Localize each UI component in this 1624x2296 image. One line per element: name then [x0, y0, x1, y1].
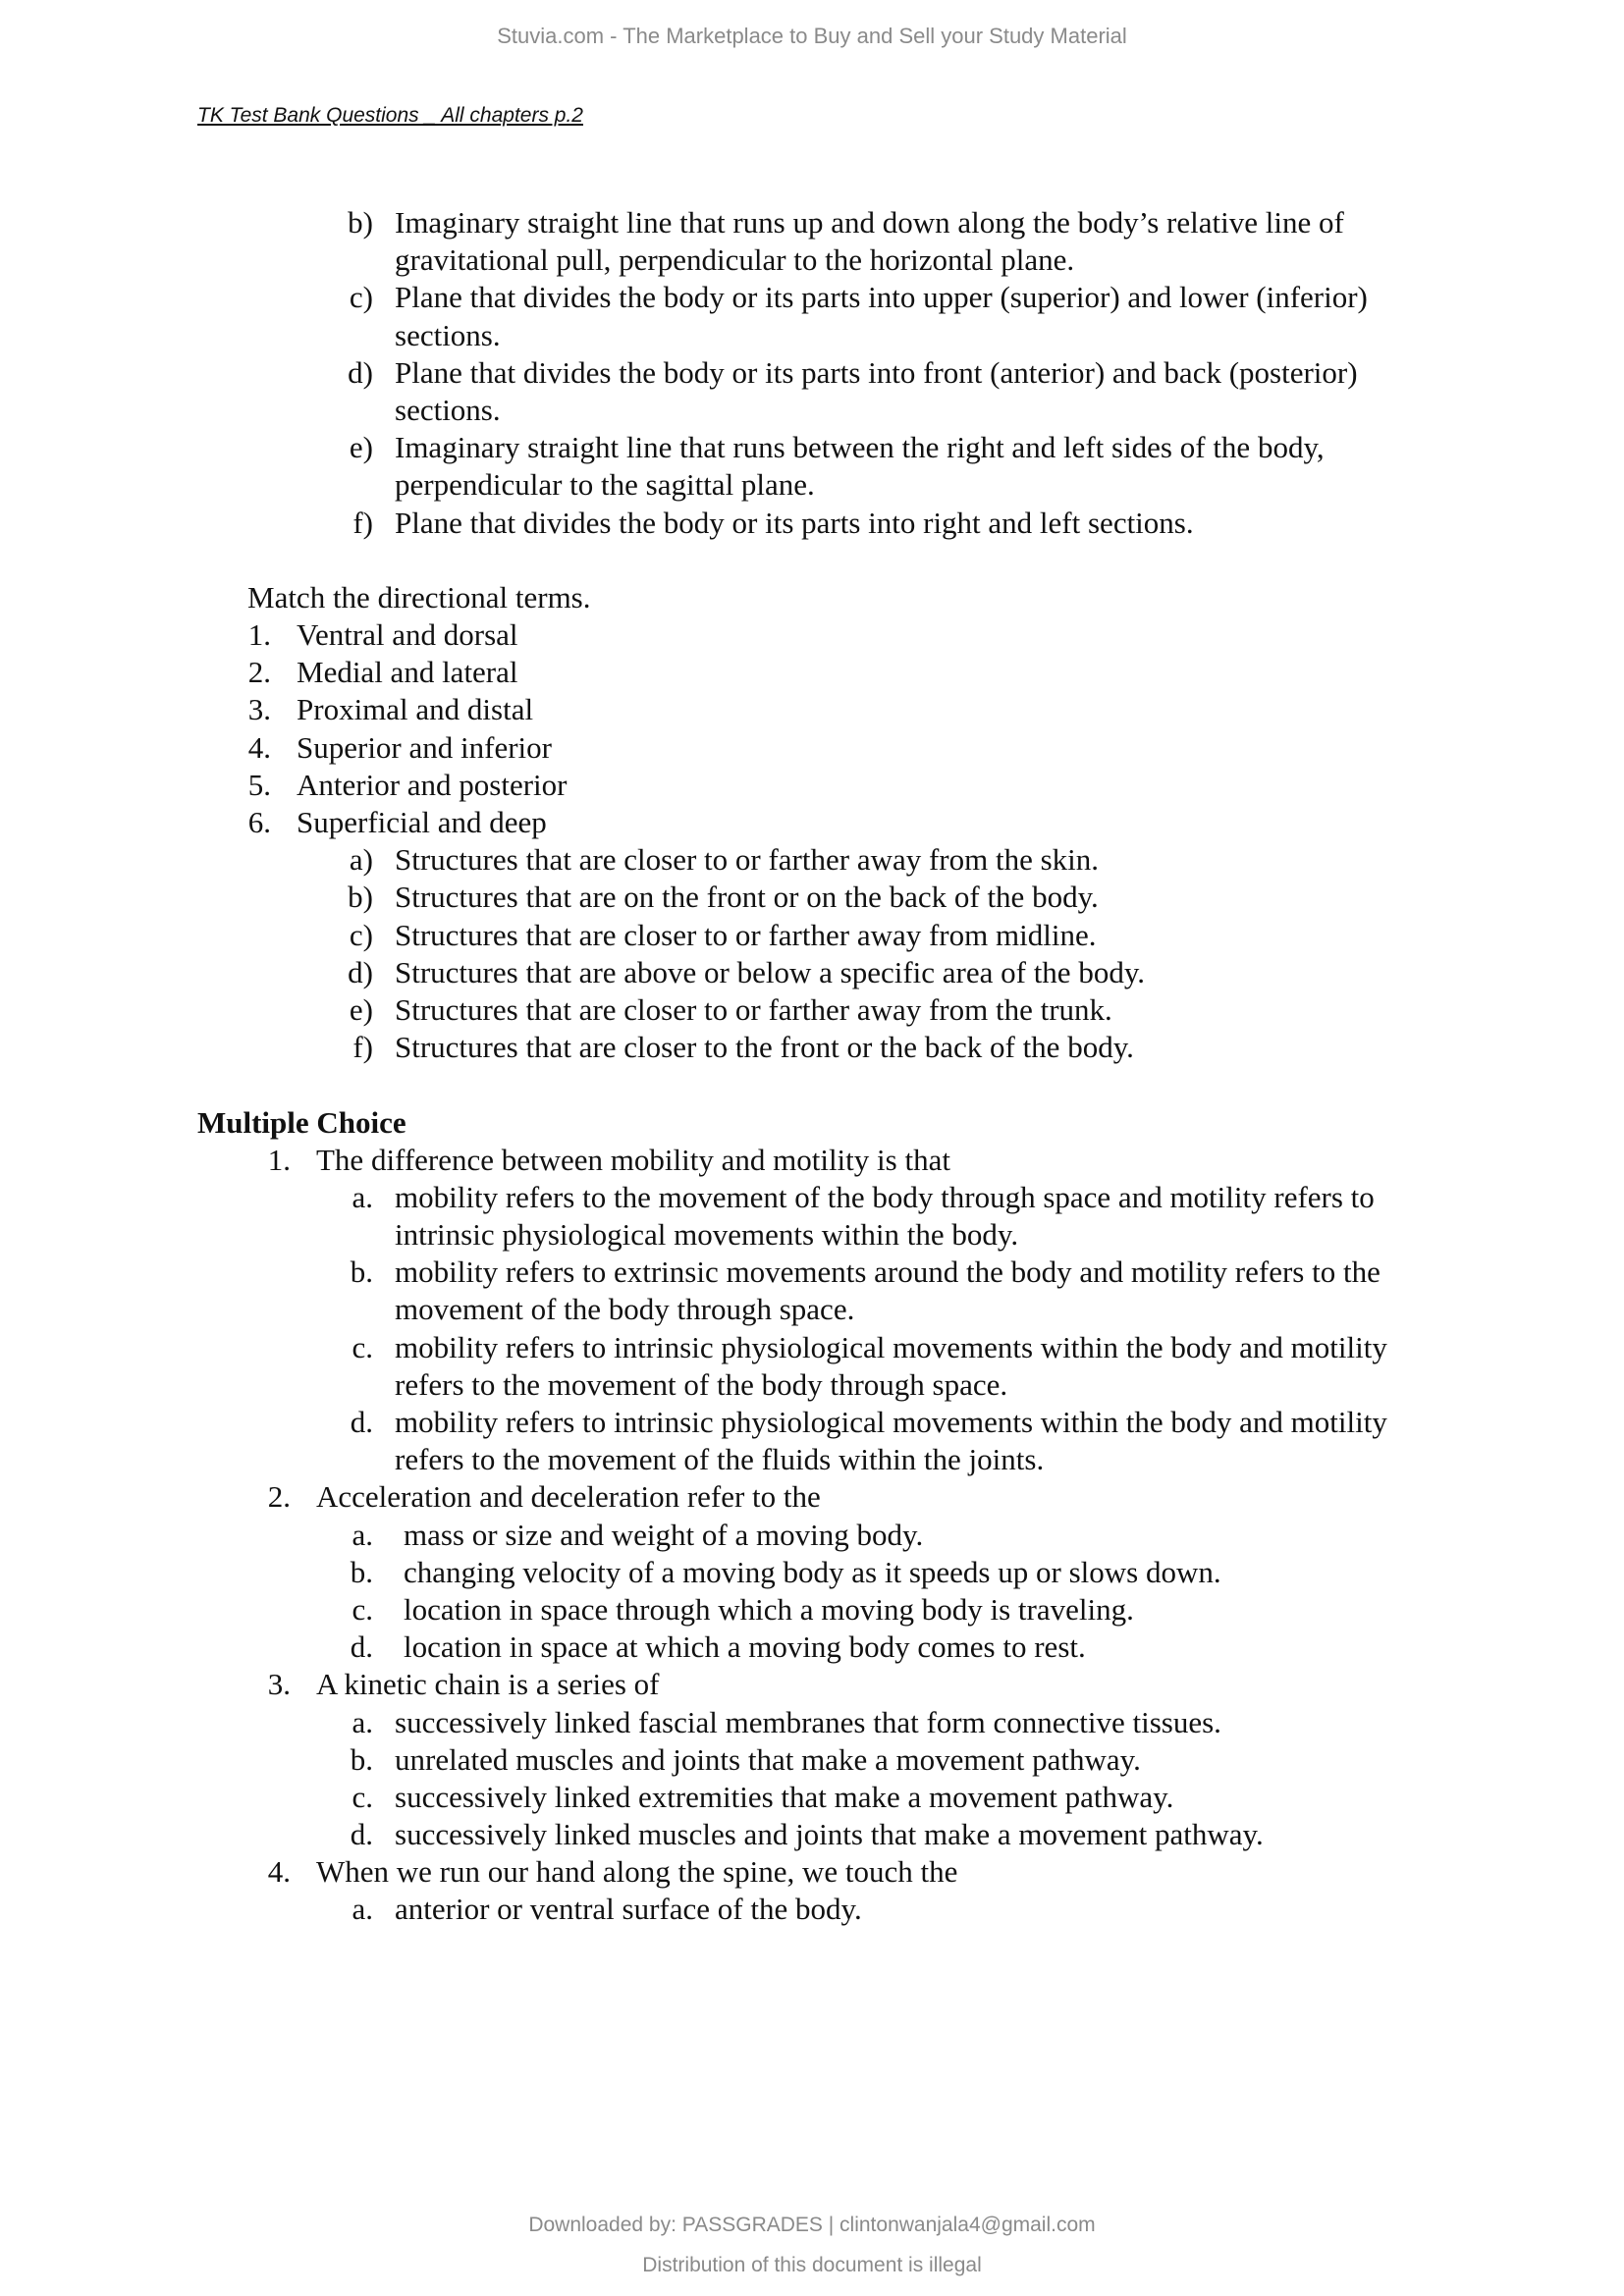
list-item: [0, 354, 1624, 392]
question-stem: [0, 1478, 1624, 1516]
choice-label: a.: [352, 1704, 373, 1739]
choice-item: [0, 1591, 1624, 1629]
option-label: b): [348, 205, 373, 240]
option-text: sections.: [395, 317, 501, 352]
document-body: [0, 204, 1624, 1929]
distribution-notice: Distribution of this document is illegal: [642, 2254, 982, 2276]
running-head: TK Test Bank Questions _ All chapters p.2: [197, 104, 583, 127]
list-item-continuation: [0, 241, 1624, 279]
option-label: f): [352, 505, 373, 540]
section-title: Multiple Choice: [197, 1104, 406, 1140]
question-text: When we run our hand along the spine, we touch the: [316, 1854, 958, 1890]
list-item: [0, 429, 1624, 466]
choice-label: c.: [352, 1329, 373, 1364]
choice-text: anterior or ventral surface of the body.: [395, 1892, 862, 1927]
question-text: Acceleration and deceleration refer to the: [316, 1479, 821, 1515]
choice-text: unrelated muscles and joints that make a movement pathway.: [395, 1741, 1141, 1777]
option-text: Structures that are above or below a specific area of the body.: [395, 954, 1146, 989]
option-text: Structures that are closer to or farther away from the skin.: [395, 842, 1100, 878]
choice-label: d.: [350, 1629, 373, 1665]
choice-text: mobility refers to intrinsic physiological movements within the body and motility: [395, 1405, 1387, 1439]
choice-item: [0, 1554, 1624, 1591]
question-number: 3.: [267, 1667, 291, 1702]
directional-matching: [0, 579, 1624, 1066]
choice-text: refers to the movement of the fluids within the joints.: [395, 1442, 1045, 1477]
list-item: [0, 804, 1624, 841]
choice-label: a.: [352, 1179, 373, 1214]
option-label: e): [349, 430, 373, 465]
choice-label: d.: [350, 1817, 373, 1852]
choice-text: location in space through which a moving body is traveling.: [404, 1591, 1134, 1627]
list-item: [0, 505, 1624, 542]
choice-text: mass or size and weight of a moving body.: [404, 1517, 924, 1552]
list-item: [0, 654, 1624, 691]
question-stem: [0, 1142, 1624, 1179]
option-text: Imaginary straight line that runs between the right and left sides of the body,: [395, 430, 1325, 465]
option-label: d): [348, 954, 373, 989]
choice-continuation: [0, 1291, 1624, 1328]
option-text: gravitational pull, perpendicular to the horizontal plane.: [395, 242, 1075, 278]
list-item-continuation: [0, 392, 1624, 429]
list-item: [0, 691, 1624, 728]
planes-option-list: [0, 204, 1624, 542]
term-text: Superficial and deep: [297, 805, 547, 839]
list-item-continuation: [0, 466, 1624, 504]
list-item: [0, 879, 1624, 916]
term-text: Proximal and distal: [297, 692, 534, 727]
choice-text: mobility refers to the movement of the body through space and motility refers to: [395, 1179, 1375, 1214]
question-stem: [0, 1666, 1624, 1703]
option-text: Plane that divides the body or its parts into front (anterior) and back (posterior): [395, 354, 1358, 390]
choice-text: changing velocity of a moving body as it speeds up or slows down.: [404, 1554, 1221, 1589]
option-label: c): [349, 280, 373, 315]
choice-item: [0, 1741, 1624, 1779]
question-number: 2.: [267, 1479, 291, 1515]
list-item: [0, 767, 1624, 804]
choice-item: [0, 1816, 1624, 1853]
choice-label: c.: [352, 1591, 373, 1627]
list-item: [0, 991, 1624, 1029]
choice-text: successively linked extremities that make a movement pathway.: [395, 1779, 1174, 1814]
choice-item: [0, 1779, 1624, 1816]
term-number: 2.: [247, 655, 271, 690]
choice-item: [0, 1404, 1624, 1441]
section-heading: Match the directional terms.: [247, 579, 591, 614]
list-item: [0, 729, 1624, 767]
list-item: [0, 616, 1624, 654]
choice-item: [0, 1704, 1624, 1741]
term-number: 6.: [247, 805, 271, 839]
multiple-choice-section: [0, 1104, 1624, 1929]
choice-label: a.: [352, 1517, 373, 1552]
choice-continuation: [0, 1216, 1624, 1254]
list-item: [0, 954, 1624, 991]
choice-text: movement of the body through space.: [395, 1292, 855, 1327]
list-item: [0, 204, 1624, 241]
list-item: [0, 279, 1624, 316]
option-text: Imaginary straight line that runs up and down along the body’s relative line of: [395, 205, 1344, 240]
question-stem: [0, 1853, 1624, 1891]
choice-label: b.: [350, 1554, 373, 1589]
choice-label: d.: [350, 1405, 373, 1439]
option-label: d): [348, 354, 373, 390]
choice-text: refers to the movement of the body through space.: [395, 1366, 1008, 1402]
option-label: b): [348, 880, 373, 915]
term-number: 1.: [247, 617, 271, 653]
option-text: Structures that are closer to or farther away from the trunk.: [395, 991, 1112, 1027]
choice-item: [0, 1254, 1624, 1291]
choice-item: [0, 1329, 1624, 1366]
choice-label: b.: [350, 1741, 373, 1777]
term-number: 3.: [247, 692, 271, 727]
question-number: 4.: [267, 1854, 291, 1890]
term-number: 5.: [247, 767, 271, 802]
term-text: Medial and lateral: [297, 655, 518, 690]
option-text: Structures that are on the front or on the back of the body.: [395, 880, 1099, 915]
choice-text: successively linked muscles and joints that make a movement pathway.: [395, 1817, 1264, 1852]
choice-label: c.: [352, 1779, 373, 1814]
site-banner: Stuvia.com - The Marketplace to Buy and Sell your Study Material: [497, 24, 1127, 48]
option-label: f): [352, 1030, 373, 1065]
choice-label: b.: [350, 1255, 373, 1290]
choice-item: [0, 1179, 1624, 1216]
choice-text: location in space at which a moving body comes to rest.: [404, 1629, 1086, 1665]
option-text: Plane that divides the body or its parts into right and left sections.: [395, 505, 1194, 540]
option-text: Plane that divides the body or its parts into upper (superior) and lower (inferior): [395, 280, 1368, 315]
option-label: a): [349, 842, 373, 878]
choice-text: mobility refers to intrinsic physiological movements within the body and motility: [395, 1329, 1387, 1364]
option-text: perpendicular to the sagittal plane.: [395, 467, 815, 503]
option-text: Structures that are closer to or farther away from midline.: [395, 917, 1097, 952]
choice-item: [0, 1629, 1624, 1666]
question-text: The difference between mobility and motility is that: [316, 1142, 950, 1177]
list-item-continuation: [0, 317, 1624, 354]
choice-item: [0, 1891, 1624, 1928]
list-item: [0, 841, 1624, 879]
download-notice: Downloaded by: PASSGRADES | clintonwanjala4@gmail.com: [528, 2214, 1096, 2236]
option-text: Structures that are closer to the front or the back of the body.: [395, 1030, 1134, 1065]
question-text: A kinetic chain is a series of: [316, 1667, 660, 1702]
choice-continuation: [0, 1441, 1624, 1478]
choice-text: mobility refers to extrinsic movements around the body and motility refers to the: [395, 1255, 1380, 1290]
choice-text: successively linked fascial membranes that form connective tissues.: [395, 1704, 1221, 1739]
term-text: Superior and inferior: [297, 729, 552, 765]
term-text: Anterior and posterior: [297, 767, 568, 802]
list-item: [0, 917, 1624, 954]
question-number: 1.: [267, 1142, 291, 1177]
term-number: 4.: [247, 729, 271, 765]
choice-label: a.: [352, 1892, 373, 1927]
choice-item: [0, 1517, 1624, 1554]
option-text: sections.: [395, 392, 501, 427]
choice-text: intrinsic physiological movements within the body.: [395, 1217, 1019, 1253]
option-label: e): [349, 991, 373, 1027]
list-item: [0, 1029, 1624, 1066]
term-text: Ventral and dorsal: [297, 617, 518, 653]
choice-continuation: [0, 1366, 1624, 1404]
option-label: c): [349, 917, 373, 952]
